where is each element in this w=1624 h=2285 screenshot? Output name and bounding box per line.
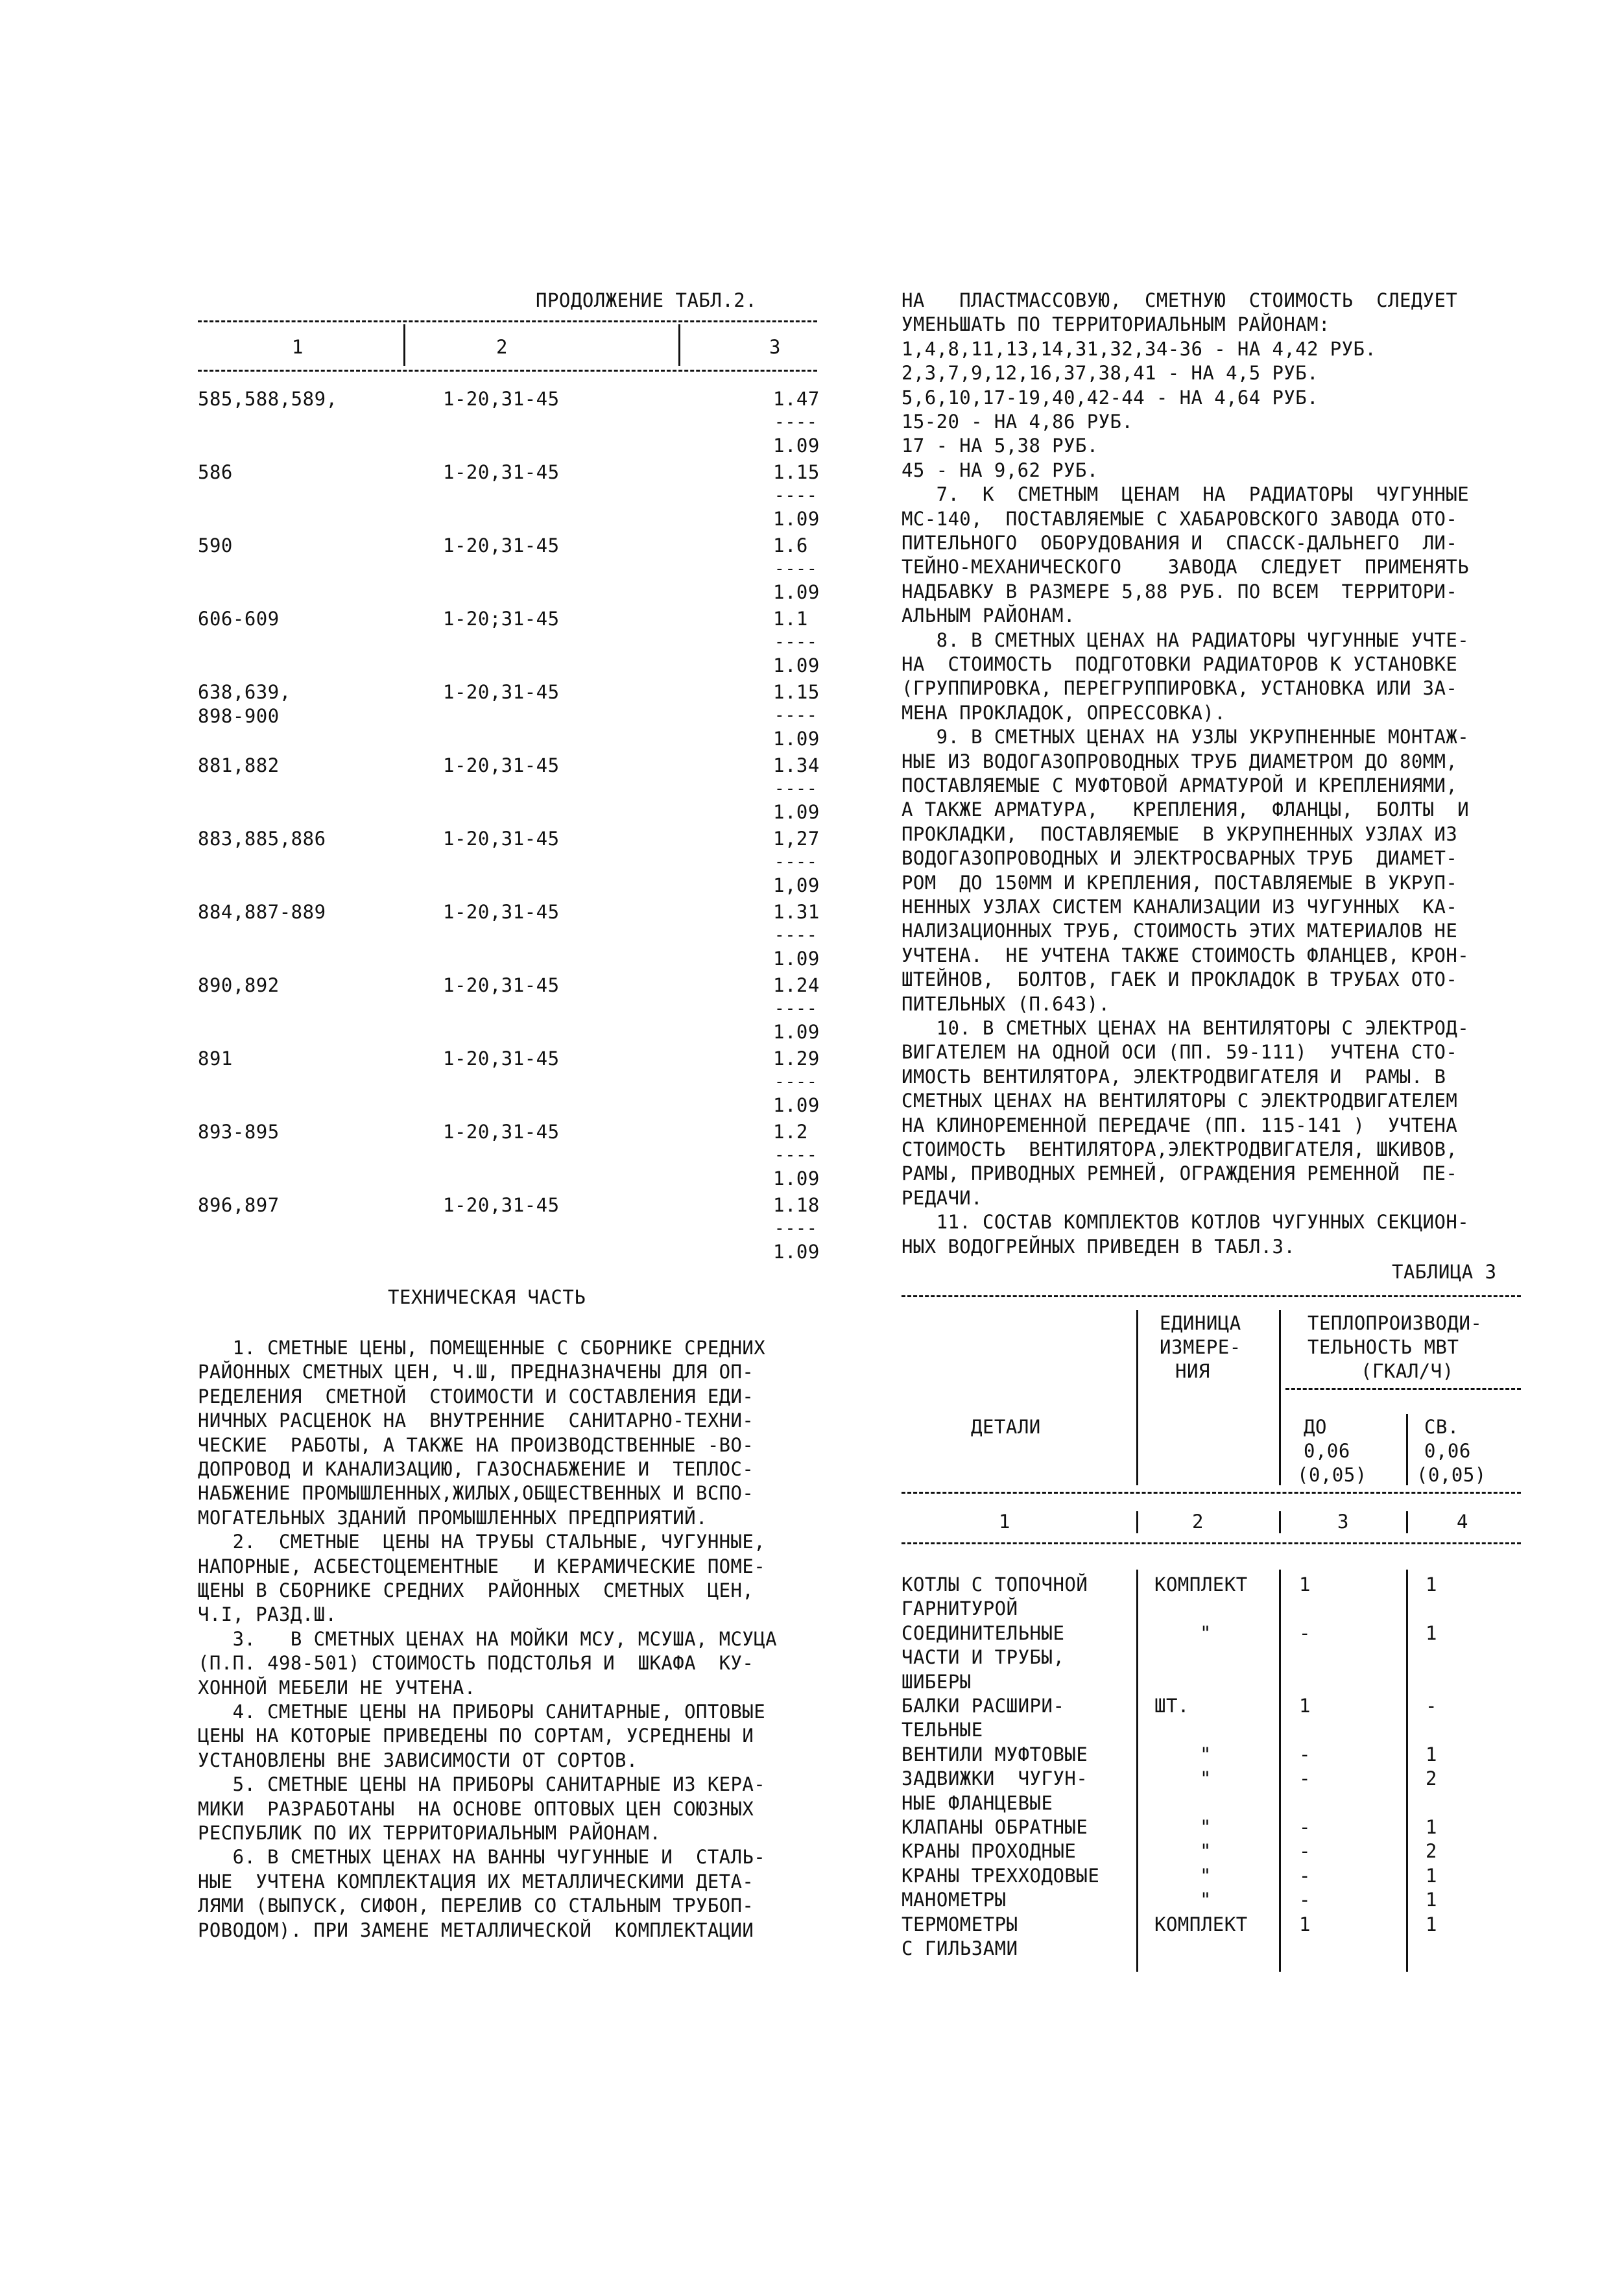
table2-header-1: 1 bbox=[292, 336, 304, 358]
table3-detail: БАЛКИ РАСШИРИ- bbox=[902, 1695, 1065, 1717]
table2-divider-1 bbox=[403, 324, 405, 366]
table2-cell-numerator: 1.47 bbox=[773, 388, 820, 410]
table2-cell-numerator: 1.29 bbox=[773, 1047, 820, 1070]
table2-fraction-bar: ---- bbox=[774, 486, 818, 505]
table2-cell-regions: 1-20,31-45 bbox=[443, 754, 560, 776]
table3-rule-head-bottom bbox=[902, 1492, 1521, 1494]
left-text-line: Ч.I, РАЗД.Ш. bbox=[198, 1603, 337, 1625]
right-text-line: РАМЫ, ПРИВОДНЫХ РЕМНЕЙ, ОГРАЖДЕНИЯ РЕМЕННОЙ ПЕ- bbox=[902, 1162, 1458, 1184]
left-text-line: 4. СМЕТНЫЕ ЦЕНЫ НА ПРИБОРЫ САНИТАРНЫЕ, ОПТОВЫЕ bbox=[198, 1701, 766, 1723]
left-text-line: РАЙОННЫХ СМЕТНЫХ ЦЕН, Ч.Ш, ПРЕДНАЗНАЧЕНЫ ДЛЯ ОП- bbox=[198, 1361, 754, 1383]
left-text-line: ХОННОЙ МЕБЕЛИ НЕ УЧТЕНА. bbox=[198, 1677, 476, 1699]
table3-upto-value: - bbox=[1299, 1816, 1311, 1838]
table3-over-value: 1 bbox=[1426, 1865, 1437, 1887]
table2-fraction-bar: ---- bbox=[774, 1145, 818, 1165]
left-text-line: ЩЕНЫ В СБОРНИКЕ СРЕДНИХ РАЙОННЫХ СМЕТНЫХ ЦЕН, bbox=[198, 1579, 754, 1601]
left-text-line: РОВОДОМ). ПРИ ЗАМЕНЕ МЕТАЛЛИЧЕСКОЙ КОМПЛЕКТАЦИИ bbox=[198, 1919, 754, 1941]
table2-fraction-bar: ---- bbox=[774, 632, 818, 652]
right-text-line: ИМОСТЬ ВЕНТИЛЯТОРА, ЭЛЕКТРОДВИГАТЕЛЯ И РАМЫ. В bbox=[902, 1066, 1446, 1088]
right-text-line: УЧТЕНА. НЕ УЧТЕНА ТАКЖЕ СТОИМОСТЬ ФЛАНЦЕВ, КРОН- bbox=[902, 944, 1470, 966]
table2-cell-regions: 1-20,31-45 bbox=[443, 974, 560, 996]
table3-unit: " bbox=[1200, 1889, 1212, 1911]
table2-cell-code: 590 bbox=[198, 534, 233, 556]
table3-unit: КОМПЛЕКТ bbox=[1154, 1913, 1248, 1935]
table3-over-value: 1 bbox=[1426, 1913, 1437, 1935]
table2-divider-2 bbox=[678, 324, 680, 366]
table3-unit: " bbox=[1200, 1767, 1212, 1789]
right-text-line: НАЛИЗАЦИОННЫХ ТРУБ, СТОИМОСТЬ ЭТИХ МАТЕРИАЛОВ НЕ bbox=[902, 920, 1458, 942]
table2-cell-denominator: 1.09 bbox=[773, 1241, 820, 1263]
table2-cell-regions: 1-20,31-45 bbox=[443, 681, 560, 703]
table2-cell-numerator: 1.6 bbox=[773, 534, 808, 556]
table2-cell-code: 883,885,886 bbox=[198, 828, 326, 850]
left-text-line: 3. В СМЕТНЫХ ЦЕНАХ НА МОЙКИ МСУ, МСУША, МСУЦА bbox=[198, 1628, 777, 1650]
right-text-line: 45 - НА 9,62 РУБ. bbox=[902, 459, 1099, 481]
table3-unit: " bbox=[1200, 1865, 1212, 1887]
table2-cell-denominator: 1.09 bbox=[773, 435, 820, 457]
right-text-line: ПИТЕЛЬНЫХ (П.643). bbox=[902, 993, 1110, 1015]
right-text-line: НАДБАВКУ В РАЗМЕРЕ 5,88 РУБ. ПО ВСЕМ ТЕРРИТОРИ- bbox=[902, 580, 1458, 603]
left-text-line: НАПОРНЫЕ, АСБЕСТОЦЕМЕНТНЫЕ И КЕРАМИЧЕСКИЕ ПОМЕ- bbox=[198, 1555, 766, 1577]
left-text-line: МИКИ РАЗРАБОТАНЫ НА ОСНОВЕ ОПТОВЫХ ЦЕН СОЮЗНЫХ bbox=[198, 1798, 754, 1820]
section-title: ТЕХНИЧЕСКАЯ ЧАСТЬ bbox=[388, 1286, 586, 1308]
table2-cell-code-cont: 898-900 bbox=[198, 705, 280, 727]
left-text-line: (П.П. 498-501) СТОИМОСТЬ ПОДСТОЛЬЯ И ШКАФА КУ- bbox=[198, 1652, 754, 1674]
right-text-line: 10. В СМЕТНЫХ ЦЕНАХ НА ВЕНТИЛЯТОРЫ С ЭЛЕКТРОД- bbox=[902, 1017, 1470, 1039]
table2-fraction-bar: ---- bbox=[774, 413, 818, 432]
right-text-line: 2,3,7,9,12,16,37,38,41 - НА 4,5 РУБ. bbox=[902, 362, 1319, 384]
table3-head-unit-1: ЕДИНИЦА bbox=[1160, 1312, 1241, 1334]
table2-cell-numerator: 1.2 bbox=[773, 1121, 808, 1143]
table2-cell-regions: 1-20,31-45 bbox=[443, 388, 560, 410]
right-text-line: А ТАКЖЕ АРМАТУРА, КРЕПЛЕНИЯ, ФЛАНЦЫ, БОЛТЫ И bbox=[902, 798, 1470, 820]
table3-rule-colnum bbox=[902, 1542, 1521, 1544]
table2-cell-regions: 1-20,31-45 bbox=[443, 534, 560, 556]
left-text-line: 5. СМЕТНЫЕ ЦЕНЫ НА ПРИБОРЫ САНИТАРНЫЕ ИЗ КЕРА- bbox=[198, 1773, 766, 1795]
right-text-line: АЛЬНЫМ РАЙОНАМ. bbox=[902, 604, 1075, 627]
right-text-line: ВИГАТЕЛЕМ НА ОДНОЙ ОСИ (ПП. 59-111) УЧТЕНА СТО- bbox=[902, 1041, 1458, 1063]
table3-detail: ВЕНТИЛИ МУФТОВЫЕ bbox=[902, 1743, 1088, 1765]
table3-head-heat-1: ТЕПЛОПРОИЗВОДИ- bbox=[1308, 1312, 1483, 1334]
left-text-line: НЫЕ УЧТЕНА КОМПЛЕКТАЦИЯ ИХ МЕТАЛЛИЧЕСКИМИ ДЕТА- bbox=[198, 1871, 754, 1893]
right-text-line: НА КЛИНОРЕМЕННОЙ ПЕРЕДАЧЕ (ПП. 115-141 ) УЧТЕНА bbox=[902, 1114, 1458, 1136]
table3-head-upto-1: ДО bbox=[1304, 1416, 1327, 1438]
table3-divider-heat-mid bbox=[1406, 1414, 1408, 1485]
right-text-line: ТЕЙНО-МЕХАНИЧЕСКОГО ЗАВОДА СЛЕДУЕТ ПРИМЕНЯТЬ bbox=[902, 556, 1470, 578]
right-text-line: (ГРУППИРОВКА, ПЕРЕГРУППИРОВКА, УСТАНОВКА ИЛИ ЗА- bbox=[902, 677, 1458, 699]
table3-upto-value: - bbox=[1299, 1840, 1311, 1862]
table2-cell-code: 606-609 bbox=[198, 608, 280, 630]
left-text-line: ЛЯМИ (ВЫПУСК, СИФОН, ПЕРЕЛИВ СО СТАЛЬНЫМ ТРУБОП- bbox=[198, 1895, 754, 1917]
table2-cell-code: 891 bbox=[198, 1047, 233, 1070]
table3-upto-value: - bbox=[1299, 1767, 1311, 1789]
left-text-line: РЕСПУБЛИК ПО ИХ ТЕРРИТОРИАЛЬНЫМ РАЙОНАМ. bbox=[198, 1822, 662, 1844]
table3-colnum-4: 4 bbox=[1457, 1511, 1468, 1533]
table3-body-divider-1 bbox=[1136, 1570, 1138, 1972]
table3-head-unit-2: ИЗМЕРЕ- bbox=[1160, 1336, 1241, 1358]
table3-colnum-divider-3 bbox=[1406, 1511, 1408, 1533]
table3-detail-cont: НЫЕ ФЛАНЦЕВЫЕ bbox=[902, 1792, 1053, 1814]
table3-detail: КРАНЫ ПРОХОДНЫЕ bbox=[902, 1840, 1077, 1862]
table2-cell-regions: 1-20,31-45 bbox=[443, 1121, 560, 1143]
table2-cell-regions: 1-20,31-45 bbox=[443, 1194, 560, 1216]
table3-upto-value: - bbox=[1299, 1743, 1311, 1765]
left-text-line: 2. СМЕТНЫЕ ЦЕНЫ НА ТРУБЫ СТАЛЬНЫЕ, ЧУГУННЫЕ, bbox=[198, 1531, 766, 1553]
table3-over-value: 1 bbox=[1426, 1743, 1437, 1765]
table3-upto-value: 1 bbox=[1299, 1573, 1311, 1596]
table2-fraction-bar: ---- bbox=[774, 1219, 818, 1238]
table3-unit: КОМПЛЕКТ bbox=[1154, 1573, 1248, 1596]
table3-colnum-divider-2 bbox=[1279, 1511, 1281, 1533]
table3-unit: " bbox=[1200, 1622, 1212, 1644]
right-text-line: НЕННЫХ УЗЛАХ СИСТЕМ КАНАЛИЗАЦИИ ИЗ ЧУГУННЫХ КА- bbox=[902, 896, 1458, 918]
right-text-line: 7. К СМЕТНЫМ ЦЕНАМ НА РАДИАТОРЫ ЧУГУННЫЕ bbox=[902, 483, 1470, 505]
table2-cell-numerator: 1.18 bbox=[773, 1194, 820, 1216]
table3-upto-value: - bbox=[1299, 1865, 1311, 1887]
table3-over-value: - bbox=[1426, 1695, 1437, 1717]
right-text-line: УМЕНЬШАТЬ ПО ТЕРРИТОРИАЛЬНЫМ РАЙОНАМ: bbox=[902, 313, 1330, 335]
table3-head-upto-3: (0,05) bbox=[1297, 1464, 1367, 1486]
table3-over-value: 1 bbox=[1426, 1622, 1437, 1644]
table3-head-details: ДЕТАЛИ bbox=[971, 1416, 1041, 1438]
right-text-line: 17 - НА 5,38 РУБ. bbox=[902, 435, 1099, 457]
right-text-line: РЕДАЧИ. bbox=[902, 1187, 983, 1209]
table2-cell-numerator: 1.15 bbox=[773, 681, 820, 703]
right-text-line: 9. В СМЕТНЫХ ЦЕНАХ НА УЗЛЫ УКРУПНЕННЫЕ МОНТАЖ- bbox=[902, 726, 1470, 748]
table2-fraction-bar: ---- bbox=[774, 852, 818, 872]
table2-cell-denominator: 1.09 bbox=[773, 1021, 820, 1043]
table3-body-divider-3 bbox=[1406, 1570, 1408, 1972]
right-text-line: МС-140, ПОСТАВЛЯЕМЫЕ С ХАБАРОВСКОГО ЗАВОДА ОТО- bbox=[902, 508, 1458, 530]
table3-divider-unit-right bbox=[1279, 1310, 1281, 1485]
table3-unit: " bbox=[1200, 1840, 1212, 1862]
continuation-title: ПРОДОЛЖЕНИЕ ТАБЛ.2. bbox=[536, 289, 758, 311]
right-text-line: НЫХ ВОДОГРЕЙНЫХ ПРИВЕДЕН В ТАБЛ.3. bbox=[902, 1236, 1296, 1258]
left-text-line: НИЧНЫХ РАСЦЕНОК НА ВНУТРЕННИЕ САНИТАРНО-ТЕХНИ- bbox=[198, 1409, 754, 1431]
right-text-line: ПРОКЛАДКИ, ПОСТАВЛЯЕМЫЕ В УКРУПНЕННЫХ УЗЛАХ ИЗ bbox=[902, 823, 1458, 845]
table2-cell-denominator: 1.09 bbox=[773, 801, 820, 823]
right-text-line: ШТЕЙНОВ, БОЛТОВ, ГАЕК И ПРОКЛАДОК В ТРУБАХ ОТО- bbox=[902, 968, 1458, 990]
table2-fraction-bar: ---- bbox=[774, 1072, 818, 1092]
table3-detail: ЗАДВИЖКИ ЧУГУН- bbox=[902, 1767, 1088, 1789]
table3-colnum-2: 2 bbox=[1192, 1511, 1204, 1533]
table2-fraction-bar: ---- bbox=[774, 999, 818, 1018]
table2-cell-numerator: 1.24 bbox=[773, 974, 820, 996]
table2-header-3: 3 bbox=[769, 336, 781, 358]
table2-fraction-bar: ---- bbox=[774, 706, 818, 725]
right-text-line: НЫЕ ИЗ ВОДОГАЗОПРОВОДНЫХ ТРУБ ДИАМЕТРОМ ДО 80ММ, bbox=[902, 750, 1458, 772]
table3-detail: КРАНЫ ТРЕХХОДОВЫЕ bbox=[902, 1865, 1100, 1887]
table2-cell-code: 586 bbox=[198, 461, 233, 483]
right-text-line: ПОСТАВЛЯЕМЫЕ С МУФТОВОЙ АРМАТУРОЙ И КРЕПЛЕНИЯМИ, bbox=[902, 774, 1458, 796]
right-text-line: ПИТЕЛЬНОГО ОБОРУДОВАНИЯ И СПАССК-ДАЛЬНЕГО ЛИ- bbox=[902, 532, 1458, 554]
table3-detail: МАНОМЕТРЫ bbox=[902, 1889, 1007, 1911]
table3-unit: " bbox=[1200, 1816, 1212, 1838]
table3-colnum-divider-1 bbox=[1136, 1511, 1138, 1533]
table2-cell-numerator: 1.31 bbox=[773, 901, 820, 923]
table2-cell-code: 881,882 bbox=[198, 754, 280, 776]
table3-detail-cont: ШИБЕРЫ bbox=[902, 1671, 972, 1693]
right-text-line: 1,4,8,11,13,14,31,32,34-36 - НА 4,42 РУБ. bbox=[902, 338, 1377, 360]
table2-header-2: 2 bbox=[496, 336, 508, 358]
table3-head-unit-3: НИЯ bbox=[1175, 1360, 1210, 1382]
table3-colnum-3: 3 bbox=[1337, 1511, 1349, 1533]
right-text-line: НА ПЛАСТМАССОВУЮ, СМЕТНУЮ СТОИМОСТЬ СЛЕДУЕТ bbox=[902, 289, 1458, 311]
table2-rule-top bbox=[198, 320, 817, 322]
table3-detail-cont: ТЕЛЬНЫЕ bbox=[902, 1719, 983, 1741]
right-text-line: НА СТОИМОСТЬ ПОДГОТОВКИ РАДИАТОРОВ К УСТАНОВКЕ bbox=[902, 653, 1458, 675]
right-text-line: СМЕТНЫХ ЦЕНАХ НА ВЕНТИЛЯТОРЫ С ЭЛЕКТРОДВИГАТЕЛЕМ bbox=[902, 1090, 1458, 1112]
table3-over-value: 1 bbox=[1426, 1816, 1437, 1838]
table3-head-heat-3: (ГКАЛ/Ч) bbox=[1361, 1360, 1454, 1382]
table2-cell-numerator: 1.1 bbox=[773, 608, 808, 630]
table3-over-value: 1 bbox=[1426, 1889, 1437, 1911]
table3-over-value: 2 bbox=[1426, 1840, 1437, 1862]
table3-rule-heat bbox=[1285, 1388, 1521, 1390]
table2-cell-regions: 1-20,31-45 bbox=[443, 461, 560, 483]
left-text-line: 1. СМЕТНЫЕ ЦЕНЫ, ПОМЕЩЕННЫЕ С СБОРНИКЕ СРЕДНИХ bbox=[198, 1337, 766, 1359]
table2-cell-numerator: 1,27 bbox=[773, 828, 820, 850]
left-text-line: НАБЖЕНИЕ ПРОМЫШЛЕННЫХ,ЖИЛЫХ,ОБЩЕСТВЕННЫХ И ВСПО- bbox=[198, 1482, 754, 1504]
table2-cell-code: 638,639, bbox=[198, 681, 291, 703]
table3-detail: ТЕРМОМЕТРЫ bbox=[902, 1913, 1018, 1935]
right-text-line: 5,6,10,17-19,40,42-44 - НА 4,64 РУБ. bbox=[902, 387, 1319, 409]
right-text-line: 8. В СМЕТНЫХ ЦЕНАХ НА РАДИАТОРЫ ЧУГУННЫЕ УЧТЕ- bbox=[902, 629, 1470, 651]
right-text-line: СТОИМОСТЬ ВЕНТИЛЯТОРА,ЭЛЕКТРОДВИГАТЕЛЯ, ШКИВОВ, bbox=[902, 1138, 1458, 1160]
table3-detail-cont: ЧАСТИ И ТРУБЫ, bbox=[902, 1646, 1065, 1668]
table3-head-upto-2: 0,06 bbox=[1304, 1440, 1350, 1462]
left-text-line: ДОПРОВОД И КАНАЛИЗАЦИЮ, ГАЗОСНАБЖЕНИЕ И ТЕПЛОС- bbox=[198, 1458, 754, 1480]
table3-body-divider-2 bbox=[1279, 1570, 1281, 1972]
table2-cell-denominator: 1,09 bbox=[773, 874, 820, 896]
left-text-line: РЕДЕЛЕНИЯ СМЕТНОЙ СТОИМОСТИ И СОСТАВЛЕНИЯ ЕДИ- bbox=[198, 1385, 754, 1407]
table2-cell-code: 884,887-889 bbox=[198, 901, 326, 923]
table3-unit: ШТ. bbox=[1154, 1695, 1189, 1717]
table2-fraction-bar: ---- bbox=[774, 559, 818, 579]
table2-cell-denominator: 1.09 bbox=[773, 948, 820, 970]
table2-cell-code: 890,892 bbox=[198, 974, 280, 996]
table3-unit: " bbox=[1200, 1743, 1212, 1765]
table2-rule-header bbox=[198, 370, 817, 372]
right-text-line: 15-20 - НА 4,86 РУБ. bbox=[902, 411, 1134, 433]
table3-detail: КОТЛЫ С ТОПОЧНОЙ bbox=[902, 1573, 1088, 1596]
table3-rule-top bbox=[902, 1295, 1521, 1297]
right-text-line: ВОДОГАЗОПРОВОДНЫХ И ЭЛЕКТРОСВАРНЫХ ТРУБ ДИАМЕТ- bbox=[902, 847, 1458, 869]
right-text-line: 11. СОСТАВ КОМПЛЕКТОВ КОТЛОВ ЧУГУННЫХ СЕКЦИОН- bbox=[902, 1211, 1470, 1233]
table3-head-over-1: СВ. bbox=[1424, 1416, 1459, 1438]
right-text-line: МЕНА ПРОКЛАДОК, ОПРЕССОВКА). bbox=[902, 702, 1226, 724]
table3-upto-value: 1 bbox=[1299, 1913, 1311, 1935]
table2-fraction-bar: ---- bbox=[774, 926, 818, 945]
table3-detail-cont: С ГИЛЬЗАМИ bbox=[902, 1937, 1018, 1959]
table2-cell-denominator: 1.09 bbox=[773, 1094, 820, 1116]
table2-cell-denominator: 1.09 bbox=[773, 654, 820, 676]
table2-cell-denominator: 1.09 bbox=[773, 581, 820, 603]
table2-cell-numerator: 1.15 bbox=[773, 461, 820, 483]
left-text-line: 6. В СМЕТНЫХ ЦЕНАХ НА ВАННЫ ЧУГУННЫЕ И СТАЛЬ- bbox=[198, 1846, 766, 1868]
table3-detail: СОЕДИНИТЕЛЬНЫЕ bbox=[902, 1622, 1065, 1644]
table3-over-value: 1 bbox=[1426, 1573, 1437, 1596]
left-text-line: ЧЕСКИЕ РАБОТЫ, А ТАКЖЕ НА ПРОИЗВОДСТВЕННЫЕ -ВО- bbox=[198, 1434, 754, 1456]
table3-head-heat-2: ТЕЛЬНОСТЬ МВТ bbox=[1308, 1336, 1459, 1358]
table3-upto-value: - bbox=[1299, 1889, 1311, 1911]
table3-detail: КЛАПАНЫ ОБРАТНЫЕ bbox=[902, 1816, 1088, 1838]
table3-head-over-2: 0,06 bbox=[1424, 1440, 1471, 1462]
left-text-line: МОГАТЕЛЬНЫХ ЗДАНИЙ ПРОМЫШЛЕННЫХ ПРЕДПРИЯТИЙ. bbox=[198, 1507, 708, 1529]
left-text-line: УСТАНОВЛЕНЫ ВНЕ ЗАВИСИМОСТИ ОТ СОРТОВ. bbox=[198, 1749, 638, 1771]
left-text-line: ЦЕНЫ НА КОТОРЫЕ ПРИВЕДЕНЫ ПО СОРТАМ, УСРЕДНЕНЫ И bbox=[198, 1725, 754, 1747]
table3-divider-unit-left bbox=[1136, 1310, 1138, 1485]
table2-cell-code: 896,897 bbox=[198, 1194, 280, 1216]
table2-cell-code: 585,588,589, bbox=[198, 388, 338, 410]
table2-cell-regions: 1-20,31-45 bbox=[443, 1047, 560, 1070]
table2-cell-regions: 1-20,31-45 bbox=[443, 901, 560, 923]
table2-cell-regions: 1-20,31-45 bbox=[443, 828, 560, 850]
table2-cell-denominator: 1.09 bbox=[773, 728, 820, 750]
table3-detail-cont: ГАРНИТУРОЙ bbox=[902, 1597, 1018, 1620]
table3-colnum-1: 1 bbox=[999, 1511, 1010, 1533]
right-text-line: РОМ ДО 150ММ И КРЕПЛЕНИЯ, ПОСТАВЛЯЕМЫЕ В УКРУП- bbox=[902, 872, 1458, 894]
table2-cell-code: 893-895 bbox=[198, 1121, 280, 1143]
table2-fraction-bar: ---- bbox=[774, 779, 818, 798]
table2-cell-regions: 1-20;31-45 bbox=[443, 608, 560, 630]
table3-title: ТАБЛИЦА 3 bbox=[1392, 1261, 1497, 1283]
table3-upto-value: - bbox=[1299, 1622, 1311, 1644]
table3-head-over-3: (0,05) bbox=[1416, 1464, 1487, 1486]
table3-over-value: 2 bbox=[1426, 1767, 1437, 1789]
table3-upto-value: 1 bbox=[1299, 1695, 1311, 1717]
table2-cell-numerator: 1.34 bbox=[773, 754, 820, 776]
table2-cell-denominator: 1.09 bbox=[773, 1167, 820, 1190]
table2-cell-denominator: 1.09 bbox=[773, 508, 820, 530]
